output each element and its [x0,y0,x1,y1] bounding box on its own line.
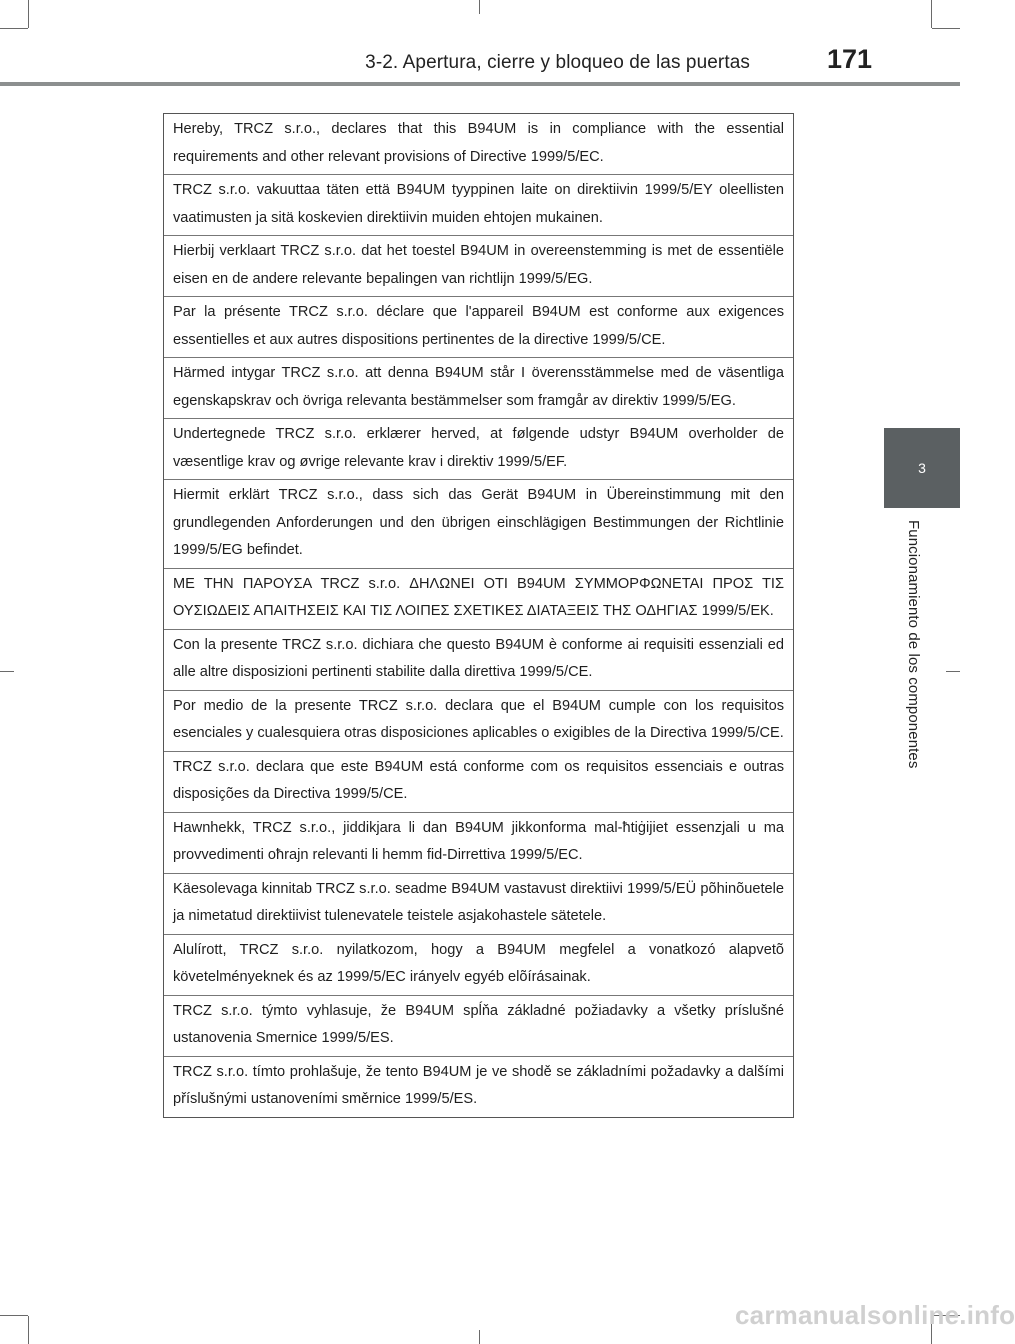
declaration-row: TRCZ s.r.o. týmto vyhlasuje, že B94UM spĺňa základné požiadavky a všetky príslušné ustanovenia Smernice 1999/5/ES. [164,995,793,1056]
crop-mark [0,1315,28,1316]
registration-tick [946,671,960,672]
site-watermark: carmanualsonline.info [735,1300,1015,1330]
declaration-row: Undertegnede TRCZ s.r.o. erklærer herved, at følgende udstyr B94UM overholder de væsentlige krav og øvrige relevante krav i direktiv 1999/5/EF. [164,418,793,479]
crop-mark [0,28,28,29]
declaration-row: Härmed intygar TRCZ s.r.o. att denna B94UM står I överensstämmelse med de väsentliga egenskapskrav och övriga relevanta bestämmelser som framgår av direktiv 1999/5/EG. [164,357,793,418]
declaration-row: Hiermit erklärt TRCZ s.r.o., dass sich das Gerät B94UM in Übereinstimmung mit den grundlegenden Anforderungen und den übrigen einschlägigen Bestimmungen der Richtlinie 1999/5/EG befindet. [164,479,793,568]
declaration-row: Alulírott, TRCZ s.r.o. nyilatkozom, hogy a B94UM megfelel a vonatkozó alapvetõ követelményeknek és az 1999/5/EC irányelv egyéb elõírásainak. [164,934,793,995]
declaration-row: TRCZ s.r.o. vakuuttaa täten että B94UM tyyppinen laite on direktiivin 1999/5/EY oleellisten vaatimusten ja sitä koskevien direktiivin muiden ehtojen mukainen. [164,174,793,235]
declaration-row: Hereby, TRCZ s.r.o., declares that this B94UM is in compliance with the essential requirements and other relevant provisions of Directive 1999/5/EC. [173,121,784,165]
crop-mark [932,28,960,29]
declaration-row: Käesolevaga kinnitab TRCZ s.r.o. seadme B94UM vastavust direktiivi 1999/5/EÜ põhinõuetele ja nimetatud direktiivist tulenevatele teistele asjakohastele sätetele. [164,873,793,934]
declaration-row: Hawnhekk, TRCZ s.r.o., jiddikjara li dan B94UM jikkonforma mal-ħtiġijiet essenzjali u ma provvedimenti oħrajn relevanti li hemm fid-Dirrettiva 1999/5/EC. [164,812,793,873]
declaration-table [163,113,794,1118]
chapter-tab [884,428,960,508]
running-header-title: 3-2. Apertura, cierre y bloqueo de las puertas [365,52,750,73]
chapter-label: Funcionamiento de los componentes [905,520,922,769]
registration-tick [479,0,480,14]
registration-tick [0,671,14,672]
crop-mark [28,0,29,28]
declaration-row: Par la présente TRCZ s.r.o. déclare que l'appareil B94UM est conforme aux exigences essentielles et aux autres dispositions pertinentes de la directive 1999/5/CE. [164,296,793,357]
declaration-row: Por medio de la presente TRCZ s.r.o. declara que el B94UM cumple con los requisitos esenciales y cualesquiera otras disposiciones aplicables o exigibles de la Directiva 1999/5/CE. [164,690,793,751]
registration-tick [479,1330,480,1344]
header-rule [0,82,960,86]
chapter-number: 3 [918,460,926,476]
declaration-row: TRCZ s.r.o. tímto prohlašuje, že tento B94UM je ve shodě se základními požadavky a dalšími příslušnými ustanoveními směrnice 1999/5/ES. [164,1056,793,1117]
declaration-row: Hierbij verklaart TRCZ s.r.o. dat het toestel B94UM in overeenstemming is met de essentiële eisen en de andere relevante bepalingen van richtlijn 1999/5/EG. [164,235,793,296]
page-number: 171 [826,44,872,74]
declaration-row: Con la presente TRCZ s.r.o. dichiara che questo B94UM è conforme ai requisiti essenziali ed alle altre disposizioni pertinenti stabilite dalla direttiva 1999/5/CE. [164,629,793,690]
crop-mark [931,0,932,28]
declaration-row: ΜΕ ΤΗΝ ΠΑΡΟΥΣΑ TRCZ s.r.o. ΔΗΛΩΝΕΙ ΟΤΙ B94UM ΣΥΜΜΟΡΦΩΝΕΤΑΙ ΠΡΟΣ ΤΙΣ ΟΥΣΙΩΔΕΙΣ ΑΠΑΙΤΗΣΕΙΣ ΚΑΙ ΤΙΣ ΛΟΙΠΕΣ ΣΧΕΤΙΚΕΣ ΔΙΑΤΑΞΕΙΣ ΤΗΣ ΟΔΗΓΙΑΣ 1999/5/ΕΚ. [164,568,793,629]
declaration-row: TRCZ s.r.o. declara que este B94UM está conforme com os requisitos essenciais e outras disposições da Directiva 1999/5/CE. [164,751,793,812]
crop-mark [28,1316,29,1344]
